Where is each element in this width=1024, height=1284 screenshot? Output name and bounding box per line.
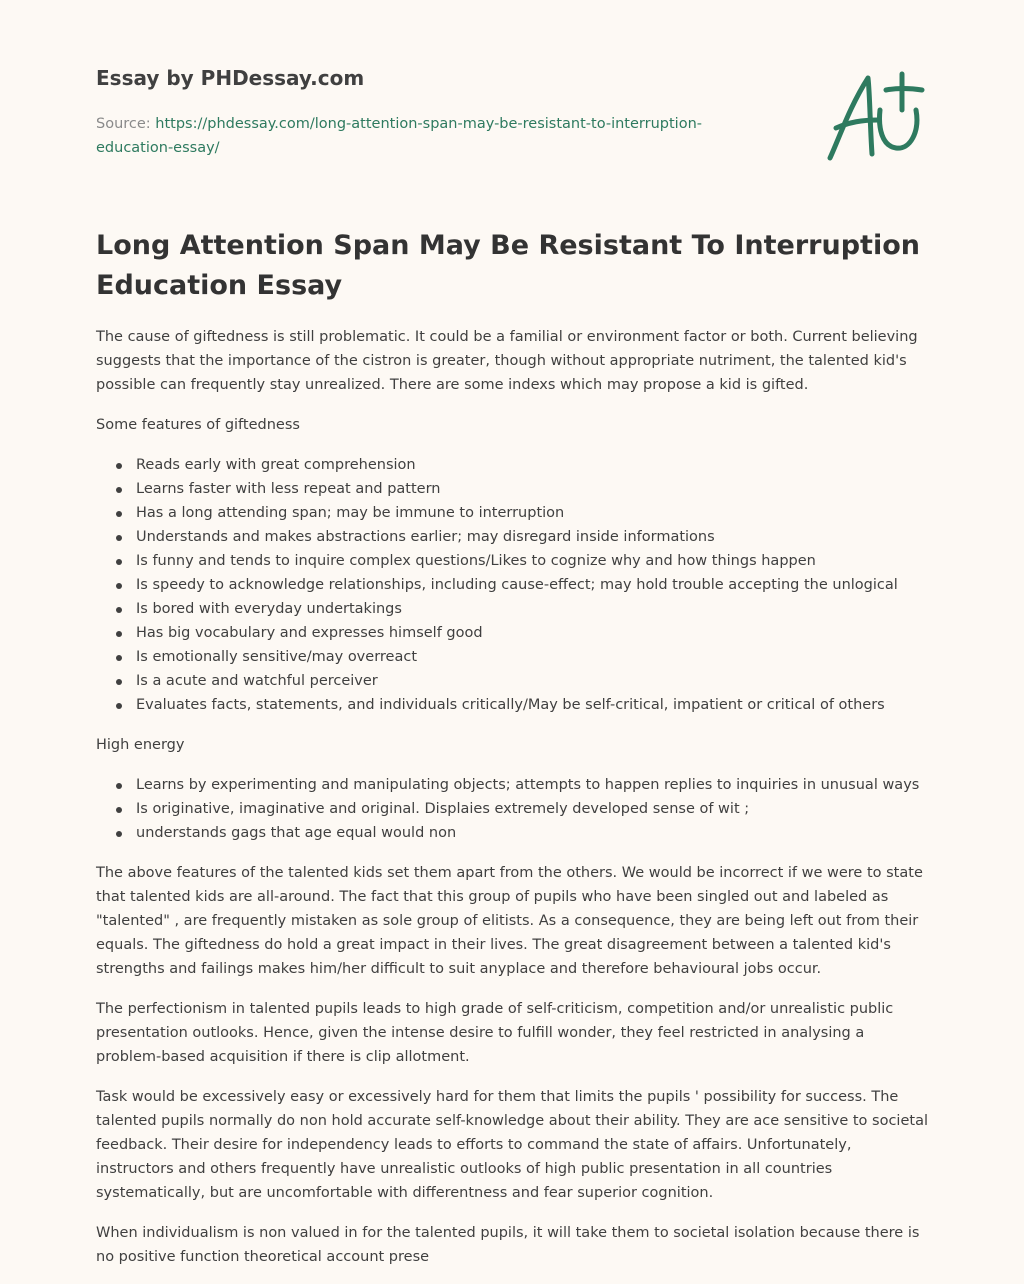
source-label: Source: <box>96 116 156 132</box>
site-brand: Essay by PHDessay.com <box>96 66 365 90</box>
list-item: Learns by experimenting and manipulating objects; attempts to happen replies to inquiries in unusual ways <box>116 773 928 797</box>
list-item: understands gags that age equal would non <box>116 821 928 845</box>
list-item: Is emotionally sensitive/may overreact <box>116 645 928 669</box>
list-item: Understands and makes abstractions earlier; may disregard inside informations <box>116 525 928 549</box>
list-item: Has big vocabulary and expresses himself good <box>116 621 928 645</box>
essay-body <box>96 325 928 1284</box>
list-item: Learns faster with less repeat and pattern <box>116 477 928 501</box>
paragraph: When individualism is non valued in for the talented pupils, it will take them to societal isolation because there is no positive function theoretical account prese <box>96 1225 920 1265</box>
list-item: Is speedy to acknowledge relationships, including cause-effect; may hold trouble accepting the unlogical <box>116 573 928 597</box>
list-heading-giftedness: Some features of giftedness <box>96 417 300 433</box>
list-heading-high-energy: High energy <box>96 737 185 753</box>
list-item: Is bored with everyday undertakings <box>116 597 928 621</box>
list-item: Is originative, imaginative and original. Displaies extremely developed sense of wit ; <box>116 797 928 821</box>
source-line <box>96 112 756 160</box>
giftedness-features-list <box>96 453 928 717</box>
list-item: Has a long attending span; may be immune to interruption <box>116 501 928 525</box>
list-item: Is a acute and watchful perceiver <box>116 669 928 693</box>
source-link[interactable]: https://phdessay.com/long-attention-span-may-be-resistant-to-interruption-education-essay/ <box>96 116 702 156</box>
paragraph: The above features of the talented kids set them apart from the others. We would be incorrect if we were to state that talented kids are all-around. The fact that this group of pupils who have been singled out and labeled as "talented" , are frequently mistaken as sole group of elitists. As a consequence, they are being left out from their equals. The giftedness do hold a great impact in their lives. The great disagreement between a talented kid's strengths and failings makes him/her difficult to suit anyplace and therefore behavioural jobs occur. <box>96 865 923 977</box>
essay-title: Long Attention Span May Be Resistant To Interruption Education Essay <box>96 230 920 301</box>
list-item: Is funny and tends to inquire complex questions/Likes to cognize why and how things happen <box>116 549 928 573</box>
paragraph: The cause of giftedness is still problematic. It could be a familial or environment factor or both. Current believing suggests that the importance of the cistron is greater, though without appropriate nutriment, the talented kid's possible can frequently stay unrealized. There are some indexs which may propose a kid is gifted. <box>96 329 918 393</box>
list-item: Evaluates facts, statements, and individuals critically/May be self-critical, impatient or critical of others <box>116 693 928 717</box>
paragraph: The perfectionism in talented pupils leads to high grade of self-criticism, competition and/or unrealistic public presentation outlooks. Hence, given the intense desire to fulfill wonder, they feel restricted in analysing a problem-based acquisition if there is clip allotment. <box>96 1001 894 1065</box>
high-energy-list <box>96 773 928 845</box>
paragraph: Task would be excessively easy or excessively hard for them that limits the pupils ' possibility for success. The talented pupils normally do non hold accurate self-knowledge about their ability. They are ace sensitive to societal feedback. Their desire for independency leads to efforts to command the state of affairs. Unfortunately, instructors and others frequently have unrealistic outlooks of high public presentation in all countries systematically, but are uncomfortable with differentness and fear superior cognition. <box>96 1089 928 1201</box>
list-item: Reads early with great comprehension <box>116 453 928 477</box>
a-plus-logo-icon <box>822 66 932 166</box>
